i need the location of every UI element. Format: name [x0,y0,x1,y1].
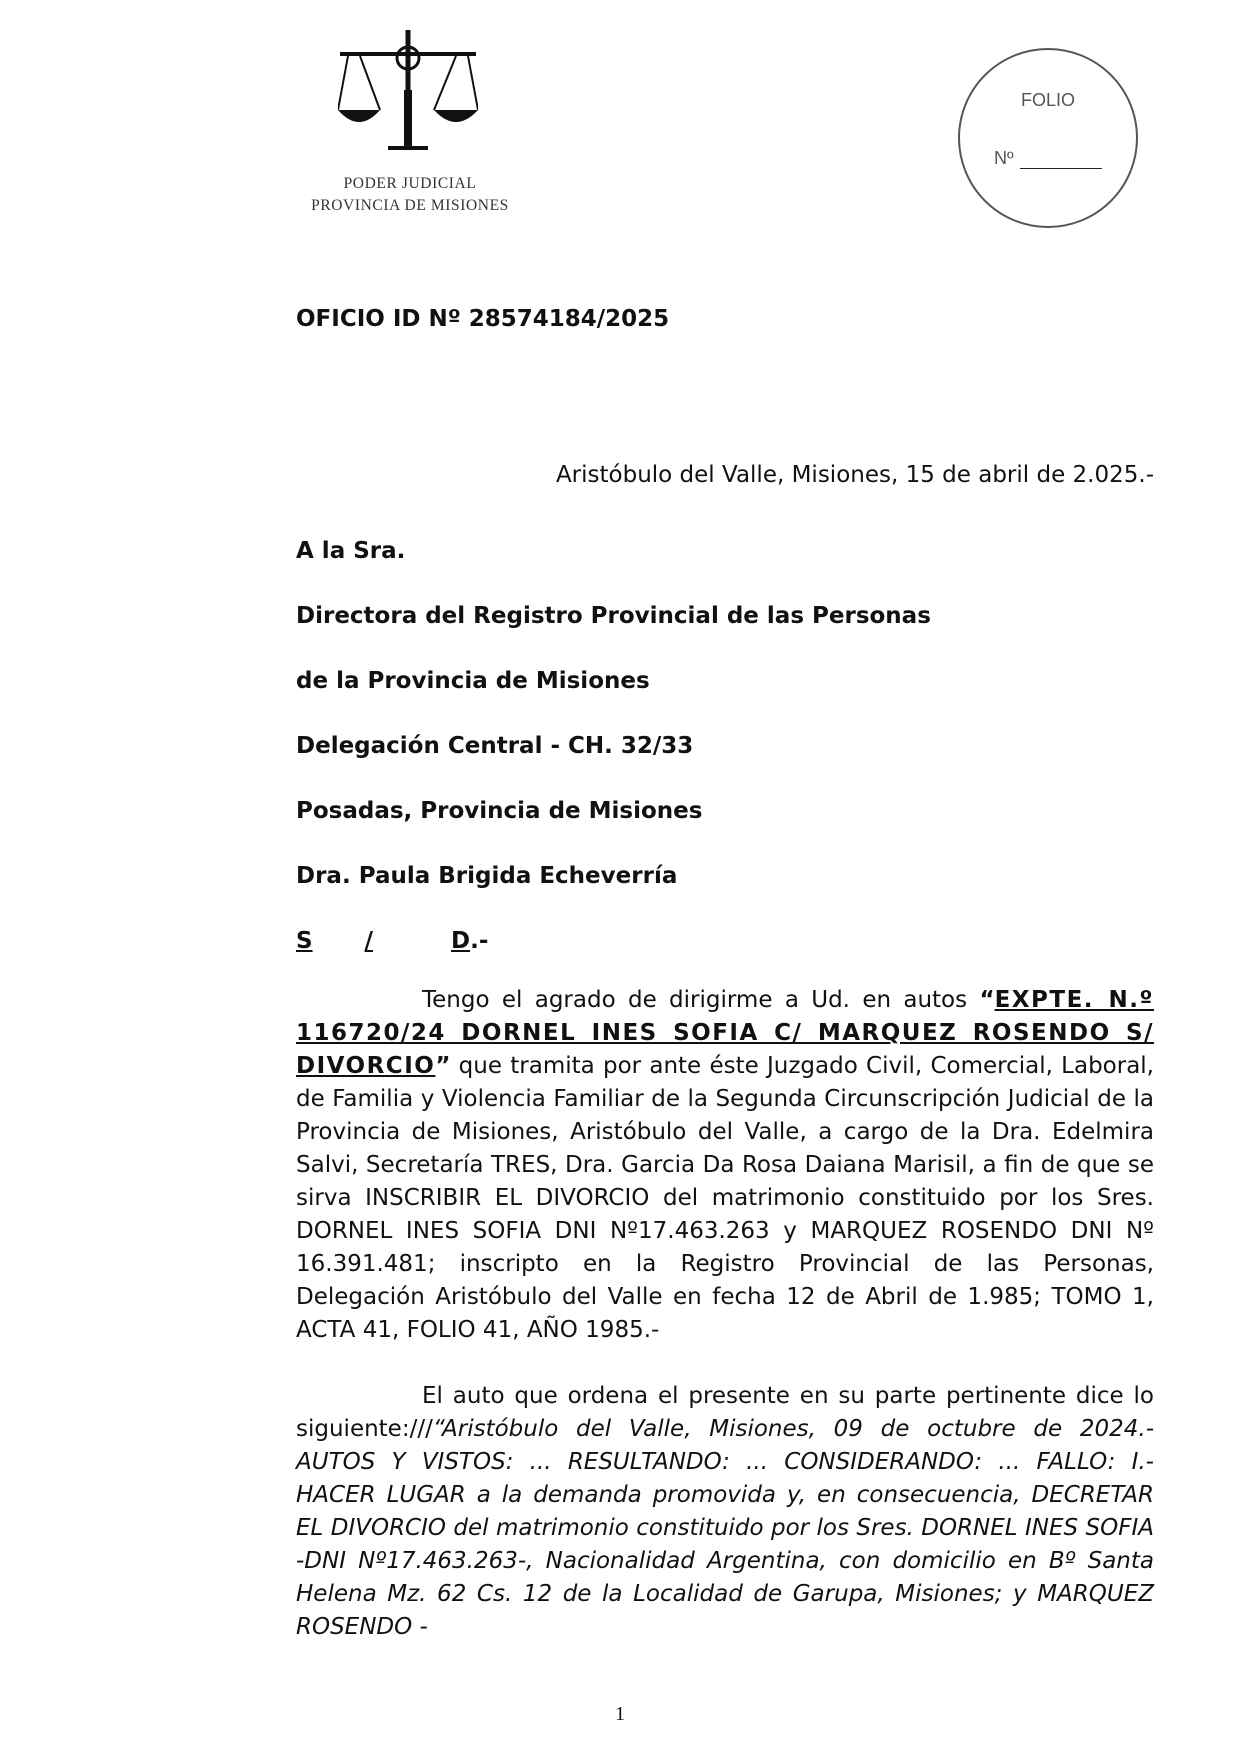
scales-of-justice-icon [338,30,478,160]
salutation-sd [296,928,488,954]
folio-number-prefix: Nº [994,148,1014,168]
recipient-line-4: Delegación Central - CH. 32/33 [296,733,694,759]
page-number: 1 [615,1703,625,1725]
body-paragraph-1 [296,984,1154,1347]
folio-stamp [958,48,1138,228]
paragraph1-open-quote: “ [979,987,995,1013]
court-ruling-quote: “Aristóbulo del Valle, Misiones, 09 de octubre de 2024.- AUTOS Y VISTOS: ... RESULTANDO: ... CONSIDERANDO: ... FALLO: I.- HACER LUGAR a la demanda promovida y, en consecuencia, DECRETAR EL DIVORCIO del matrimonio constituido por los Sres. DORNEL INES SOFIA -DNI Nº17.463.263-, Nacionalidad Argentina, con domicilio en Bº Santa Helena Mz. 62 Cs. 12 de la Localidad de Garupa, Misiones; y MARQUEZ ROSENDO - [296,1416,1154,1640]
recipient-line-2: Directora del Registro Provincial de las Personas [296,603,931,629]
oficio-id: OFICIO ID Nº 28574184/2025 [296,306,670,332]
place-date: Aristóbulo del Valle, Misiones, 15 de abril de 2.025.- [555,462,1154,488]
body-paragraph-2 [296,1380,1154,1644]
salutation-slash: / [364,928,373,954]
paragraph1-intro: Tengo el agrado de dirigirme a Ud. en autos [422,987,980,1013]
recipient-line-5: Posadas, Provincia de Misiones [296,798,703,824]
poder-judicial-logo [300,30,520,220]
paragraph2-intro: El auto que ordena el presente en su parte pertinente dice lo siguiente:/// [296,1383,1154,1442]
case-title: EXPTE. N.º 116720/24 DORNEL INES SOFIA C/ MARQUEZ ROSENDO S/ DIVORCIO [296,987,1154,1079]
folio-number-blank [1020,150,1102,169]
salutation-s: S [296,928,313,954]
salutation-suffix: .- [470,928,489,954]
folio-label: FOLIO [1020,90,1075,110]
logo-text-line1: PODER JUDICIAL [343,175,477,192]
recipient-line-1: A la Sra. [296,538,406,564]
logo-text-line2: PROVINCIA DE MISIONES [311,197,509,214]
recipient-line-6: Dra. Paula Brigida Echeverría [296,863,678,889]
folio-number-field [994,148,1102,169]
paragraph1-close-quote: ” [435,1053,451,1079]
salutation-d: D [450,928,471,954]
paragraph1-rest: que tramita por ante éste Juzgado Civil, Comercial, Laboral, de Familia y Violencia Familiar de la Segunda Circunscripción Judicial de la Provincia de Misiones, Aristóbulo del Valle, a cargo de la Dra. Edelmira Salvi, Secretaría TRES, Dra. Garcia Da Rosa Daiana Marisil, a fin de que se sirva INSCRIBIR EL DIVORCIO del matrimonio constituido por los Sres. DORNEL INES SOFIA DNI Nº17.463.263 y MARQUEZ ROSENDO DNI Nº 16.391.481; inscripto en la Registro Provincial de las Personas, Delegación Aristóbulo del Valle en fecha 12 de Abril de 1.985; TOMO 1, ACTA 41, FOLIO 41, AÑO 1985.- [296,1053,1154,1343]
recipient-line-3: de la Provincia de Misiones [296,668,650,694]
